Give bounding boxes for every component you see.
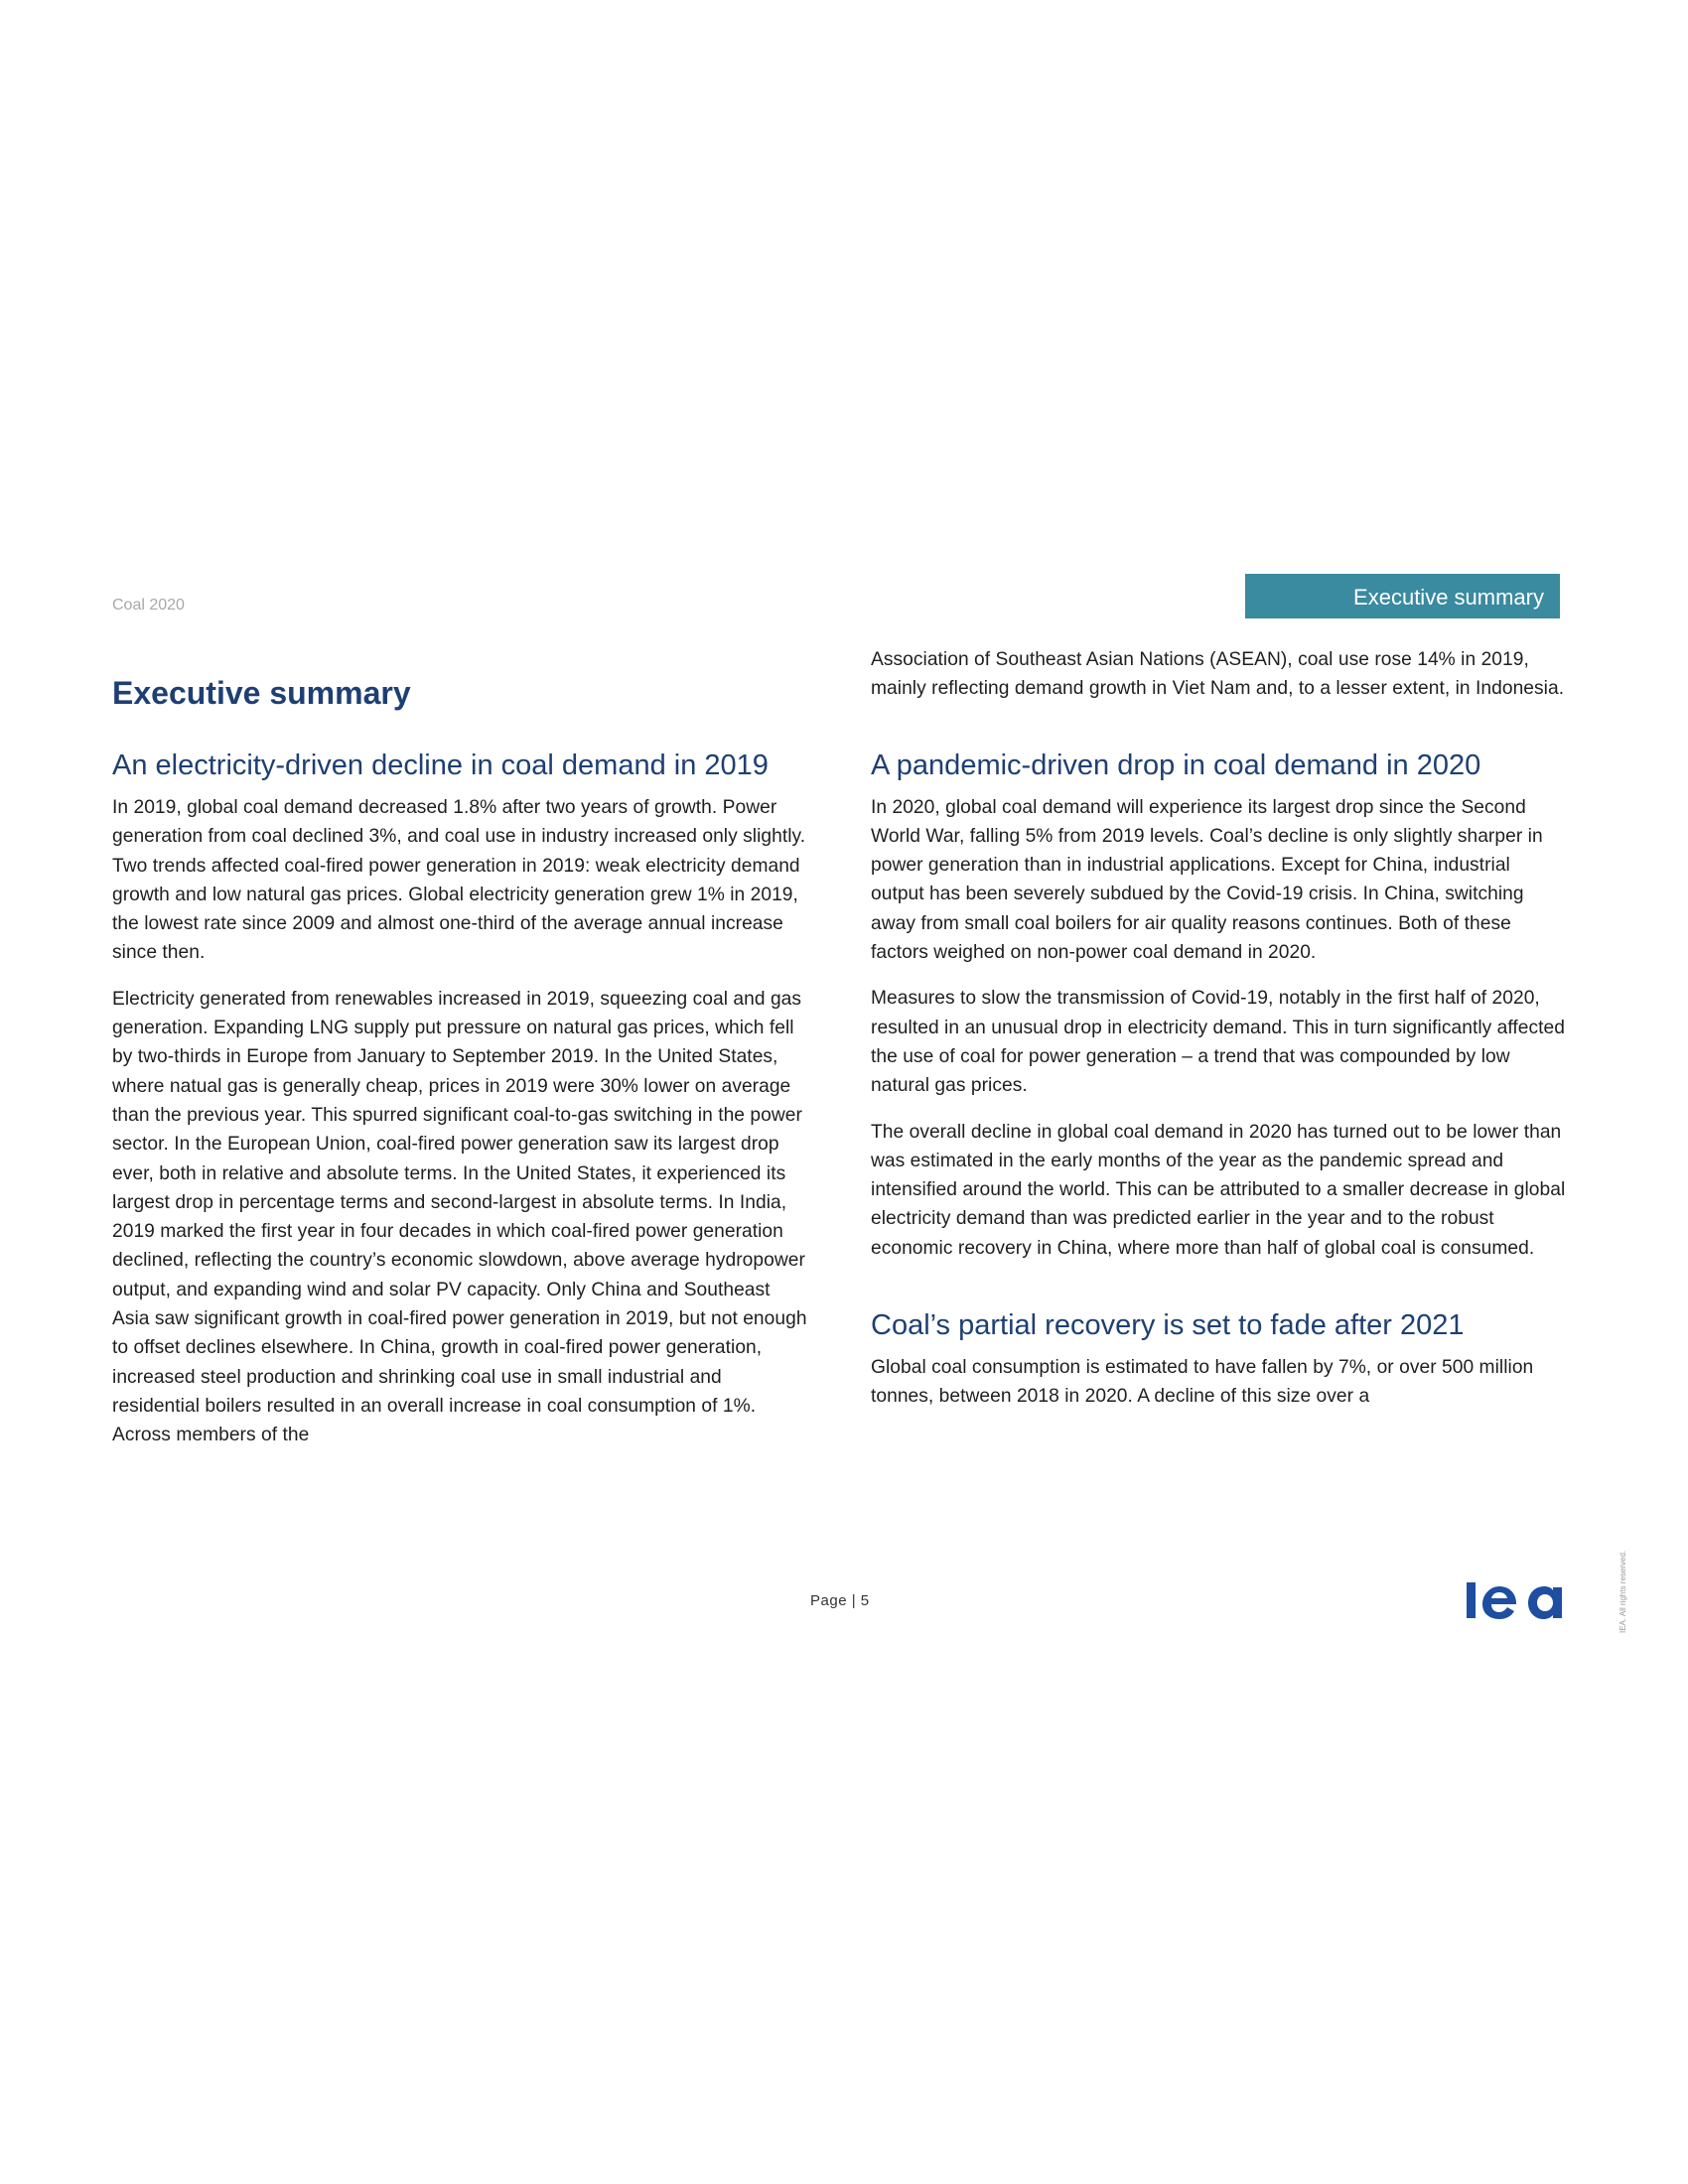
page-number: Page | 5 [810,1592,870,1609]
right-column [871,645,1566,1429]
section-heading-electricity-decline: An electricity-driven decline in coal demand in 2019 [112,750,769,781]
report-label: Coal 2020 [112,597,185,614]
rights-note: IEA. All rights reserved. [1618,1550,1627,1633]
section-heading-pandemic-drop: A pandemic-driven drop in coal demand in 2020 [871,749,1481,781]
paragraph-continued: Association of Southeast Asian Nations (ASEAN), coal use rose 14% in 2019, mainly reflecting demand growth in Viet Nam and, to a lesser extent, in Indonesia. [871,649,1565,700]
page-title: Executive summary [112,675,411,711]
section-heading-partial-recovery: Coal’s partial recovery is set to fade after 2021 [871,1309,1465,1342]
paragraph: Electricity generated from renewables increased in 2019, squeezing coal and gas generation. Expanding LNG supply put pressure on natural gas prices, which fell by two-thirds in Europe from January to September 2019. In the United States, where natual gas is generally cheap, prices in 2019 were 30% lower on average than the previous year. This spurred significant coal-to-gas switching in the power sector. In the European Union, coal-fired power generation saw its largest drop ever, both in relative and absolute terms. In the United States, it experienced its largest drop in percentage terms and second-largest in absolute terms. In India, 2019 marked the first year in four decades in which coal-fired power generation declined, reflecting the country’s economic slowdown, above average hydropower output, and expanding wind and solar PV capacity. Only China and Southeast Asia saw significant growth in coal-fired power generation in 2019, but not enough to offset declines elsewhere. In China, growth in coal-fired power generation, increased steel production and shrinking coal use in small industrial and residential boilers resulted in an overall increase in coal consumption of 1%. Across members of the [112,988,807,1446]
paragraph: Global coal consumption is estimated to have fallen by 7%, or over 500 million tonnes, between 2018 in 2020. A decline of this size over a [871,1357,1534,1408]
iea-logo-icon [1465,1578,1564,1622]
paragraph: In 2020, global coal demand will experience its largest drop since the Second World War, falling 5% from 2019 levels. Coal’s decline is only slightly sharper in power generation than in industrial applications. Except for China, industrial output has been severely subdued by the Covid-19 crisis. In China, switching away from small coal boilers for air quality reasons continues. Both of these factors weighed on non-power coal demand in 2020. [871,796,1543,964]
section-tab: Executive summary [1245,574,1560,618]
paragraph: The overall decline in global coal demand in 2020 has turned out to be lower than was estimated in the early months of the year as the pandemic spread and intensified around the world. This can be attributed to a smaller decrease in global electricity demand than was predicted earlier in the year and to the robust economic recovery in China, where more than half of global coal is consumed. [871,1121,1566,1259]
paragraph: Measures to slow the transmission of Covid-19, notably in the first half of 2020, resulted in an unusual drop in electricity demand. This in turn significantly affected the use of coal for power generation – a trend that was compounded by low natural gas prices. [871,988,1565,1097]
paragraph: In 2019, global coal demand decreased 1.8% after two years of growth. Power generation from coal declined 3%, and coal use in industry increased only slightly. Two trends affected coal-fired power generation in 2019: weak electricity demand growth and low natural gas prices. Global electricity generation grew 1% in 2019, the lowest rate since 2009 and almost one-third of the average annual increase since then. [112,797,806,964]
left-column [112,645,807,1467]
